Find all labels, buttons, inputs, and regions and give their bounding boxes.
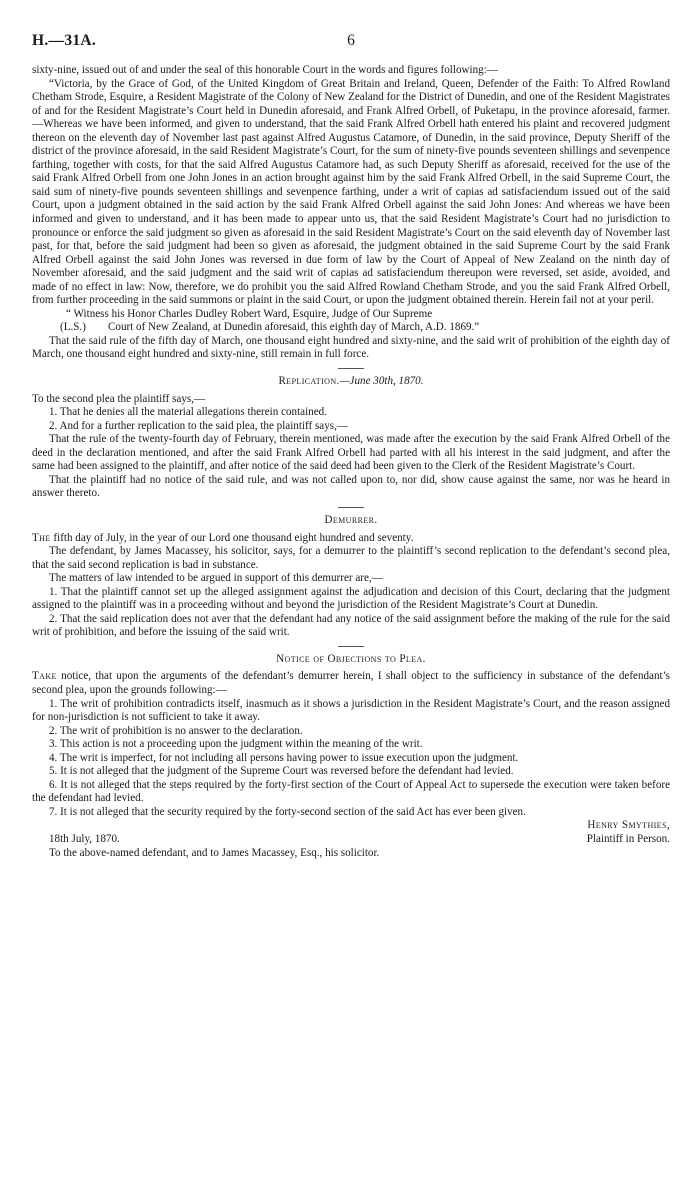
replication-intro: To the second plea the plaintiff says,— — [32, 392, 206, 405]
demurrer-para-1: The defendant, by James Macassey, his solicitor, says, for a demurrer to the plaintiff’s second replication to the defendant’s second plea, that the said second replication is bad in substance. — [32, 545, 670, 571]
notice-signatory: Henry Smythies, — [587, 819, 670, 832]
replication-item-1: 1. That he denies all the material allegations therein contained. — [49, 406, 327, 419]
notice-item-4: 4. The writ is imperfect, for not including all persons having power to issue execution upon the judgment. — [49, 751, 519, 764]
replication-heading: Replication.—June 30th, 1870. — [278, 375, 424, 388]
demurrer-date: The fifth day of July, in the year of our Lord one thousand eight hundred and seventy. — [32, 531, 414, 544]
document-reference: H.—31A. — [32, 32, 97, 49]
notice-heading: Notice of Objections to Plea. — [276, 652, 426, 665]
page-number: 6 — [347, 32, 355, 49]
notice-date: 18th July, 1870. — [49, 832, 120, 845]
writ-seal-block — [32, 321, 670, 335]
writ-intro: sixty-nine, issued out of and under the seal of this honorable Court in the words and figures following:— — [32, 64, 498, 76]
section-divider — [338, 646, 364, 647]
writ-witness-line: “ Witness his Honor Charles Dudley Robert Ward, Esquire, Judge of Our Supreme — [66, 307, 433, 320]
notice-item-3: 3. This action is not a proceeding upon the judgment within the meaning of the writ. — [49, 738, 423, 751]
demurrer-para-2: The matters of law intended to be argued in support of this demurrer are,— — [49, 572, 383, 585]
notice-item-2: 2. The writ of prohibition is no answer to the declaration. — [49, 724, 303, 737]
writ-body: “Victoria, by the Grace of God, of the United Kingdom of Great Britain and Ireland, Queen, Defender of the Faith: To Alfred Rowland Chetham Strode, Esquire, a Resident Magistrate of the Colony of New Zealand for the District of Dunedin, and one of the Resident Magistrates of and for the Resident Magistrate’s Court held in Dunedin aforesaid, and Frank Alfred Orbell, of Puketapu, in the province aforesaid, farmer.—Whereas we have been informed, and given to understand, that the said Frank Alfred Orbell hath entered his plaint and recovered judgment thereon on the eleventh day of November last past against Alfred Augustus Catamore, of Dunedin, in the said province, Deputy Sheriff of the district of the province aforesaid, in the said Resident Magistrate’s Court, for the sum of ninety-five pounds seventeen shillings and sevenpence farthing, together with costs, for that the said Alfred Augustus Catamore had, as such Deputy Sheriff as aforesaid, received for the use of the said Frank Alfred Orbell from one John Jones in an action brought against him by the said Frank Alfred Orbell, in the said Supreme Court, the said sum of ninety-five pounds seventeen shillings and sevenpence farthing, under a writ of capias ad satisfaciendum issued out of the said Court, upon a judgment obtained in the said action by the said Frank Alfred Orbell against the said John Jones: And whereas we have been informed and given to understand, and it has been made to appear unto us, that the said Resident Magistrate’s Court had no jurisdiction to pronounce or enforce the said judgment so given as aforesaid in the said Resident Magistrate’s Court on the said eleventh day of November last past, for that, before the said judgment had been so given as aforesaid, the judgment obtained in the said Supreme Court by the said Frank Alfred Orbell against the said John Jones was reversed in due form of law by the Court of Appeal of New Zealand on the ninth day of November aforesaid, and the said judgment and the said writ of capias ad satisfaciendum thereupon were reversed, set aside, avoided, and made of no effect in law: Now, therefore, we do prohibit you the said Alfred Rowland Chetham Strode, and you the said Frank Alfred Orbell, from further proceeding in the said summons or plaint in the said Court, or upon the judgment obtained therein. Herein fail not at your peril. — [32, 77, 670, 307]
replication-para-2: That the plaintiff had no notice of the said rule, and was not called upon to, nor did, show cause against the same, nor was he heard in answer thereto. — [32, 473, 670, 500]
notice-item-1: 1. The writ of prohibition contradicts itself, inasmuch as it shows a jurisdiction in the Resident Magistrate’s Court, and the reason assigned for non-jurisdiction is not sufficient to take it away. — [32, 697, 670, 724]
replication-item-2: 2. And for a further replication to the said plea, the plaintiff says,— — [49, 419, 348, 432]
notice-section — [32, 653, 670, 860]
notice-role: Plaintiff in Person. — [586, 832, 670, 845]
notice-item-7: 7. It is not alleged that the security required by the forty-second section of the said Act has ever been given. — [49, 805, 526, 818]
section-divider — [338, 507, 364, 508]
demurrer-item-1: 1. That the plaintiff cannot set up the alleged assignment against the adjudication and decision of this Court, declaring that the judgment assigned to the plaintiff was in a proceeding without and beyond the jurisdiction of the Resident Magistrate’s Court at Dunedin. — [32, 585, 670, 612]
notice-intro: Take notice, that upon the arguments of the defendant’s demurrer herein, I shall object to the sufficiency in substance of the defendant’s second plea, upon the grounds following:— — [32, 670, 670, 696]
writ-section — [32, 64, 670, 362]
notice-item-6: 6. It is not alleged that the steps required by the forty-first section of the Court of Appeal Act to supersede the execution were taken before the defendant had levied. — [32, 778, 670, 805]
demurrer-section — [32, 514, 670, 640]
demurrer-heading: Demurrer. — [324, 513, 378, 526]
seal-mark: (L.S.) — [60, 321, 86, 334]
writ-closing: That the said rule of the fifth day of March, one thousand eight hundred and sixty-nine, and the said writ of prohibition of the eighth day of March, one thousand eight hundred and sixty-nine, still remain in full force. — [32, 334, 670, 361]
notice-item-5: 5. It is not alleged that the judgment of the Supreme Court was reversed before the defendant had levied. — [49, 765, 514, 778]
notice-addressee: To the above-named defendant, and to James Macassey, Esq., his solicitor. — [49, 846, 380, 859]
section-divider — [338, 368, 364, 369]
replication-para-1: That the rule of the twenty-fourth day of February, therein mentioned, was made after the execution by the said Frank Alfred Orbell of the deed in the declaration mentioned, and after the said Frank Alfred Orbell had parted with all his interest in the said judgment, and after the same had been assigned to the plaintiff, and after notice of the said deed had been given to the Clerk of the Resident Magistrate’s Court. — [32, 433, 670, 473]
replication-section — [32, 375, 670, 501]
page-header — [32, 34, 670, 64]
notice-date-row — [32, 833, 670, 847]
demurrer-item-2: 2. That the said replication does not aver that the defendant had any notice of the said assignment before the making of the rule for the said writ of prohibition, and before the issuing of the said writ. — [32, 612, 670, 639]
writ-witness-rest: Court of New Zealand, at Dunedin aforesaid, this eighth day of March, A.D. 1869.” — [108, 321, 480, 334]
